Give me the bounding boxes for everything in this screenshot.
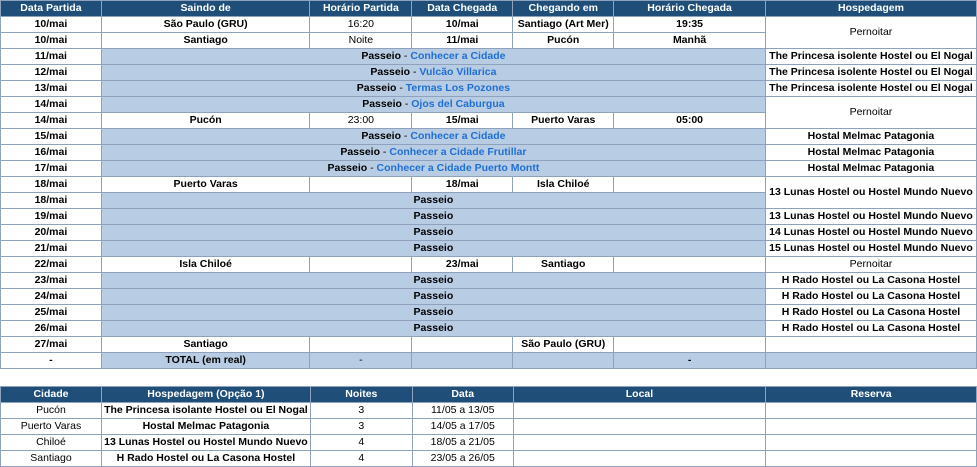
cell-saindo-de[interactable]: Isla Chiloé [101,257,310,273]
cell-passeio[interactable] [101,65,765,81]
passeio-label: Passeio [413,226,454,238]
cell-hospedagem-opcao[interactable]: Hostal Melmac Patagonia [101,419,310,435]
summary-row [1,403,977,419]
cell-data-partida[interactable]: 27/mai [1,337,102,353]
cell-hospedagem[interactable]: Hostal Melmac Patagonia [765,161,976,177]
cell-horario-partida[interactable]: - [310,353,412,369]
cell-hospedagem[interactable]: H Rado Hostel ou La Casona Hostel [765,305,976,321]
cell-data-partida[interactable]: 10/mai [1,33,102,49]
cell-data-partida[interactable]: 24/mai [1,289,102,305]
cell-horario-chegada[interactable]: Manhã [614,33,766,49]
cell-reserva[interactable] [766,419,977,435]
itinerary-row [1,289,977,305]
passeio-label: Passeio [413,210,454,222]
itinerary-row [1,209,977,225]
cell-passeio[interactable] [101,241,765,257]
itinerary-row [1,353,977,369]
cell-hospedagem[interactable]: Pernoitar [765,257,976,273]
cell-horario-partida[interactable]: Noite [310,33,412,49]
cell-passeio[interactable] [101,225,765,241]
header-saindo-de[interactable]: Saindo de [101,1,310,17]
cell-local[interactable] [513,403,766,419]
cell-hospedagem[interactable]: Hostal Melmac Patagonia [765,145,976,161]
cell-reserva[interactable] [766,451,977,467]
cell-data[interactable]: 18/05 a 21/05 [412,435,513,451]
cell-passeio[interactable] [101,289,765,305]
cell-saindo-de[interactable]: Pucón [101,113,310,129]
cell-data-partida[interactable]: 18/mai [1,193,102,209]
cell-data-partida[interactable]: 10/mai [1,17,102,33]
cell-reserva[interactable] [766,435,977,451]
cell-horario-partida[interactable]: 16:20 [310,17,412,33]
cell-hospedagem[interactable]: 14 Lunas Hostel ou Hostel Mundo Nuevo [765,225,976,241]
summary-header-row [1,387,977,403]
itinerary-row [1,129,977,145]
header-data-partida[interactable]: Data Partida [1,1,102,17]
itinerary-row [1,257,977,273]
cell-reserva[interactable] [766,403,977,419]
cell-noites[interactable]: 4 [310,451,412,467]
cell-data-partida[interactable]: 18/mai [1,177,102,193]
cell-hospedagem[interactable]: H Rado Hostel ou La Casona Hostel [765,321,976,337]
itinerary-row [1,161,977,177]
header-noites[interactable]: Noites [310,387,412,403]
cell-saindo-de[interactable]: TOTAL (em real) [101,353,310,369]
passeio-label: Passeio [413,194,454,206]
cell-passeio[interactable] [101,273,765,289]
cell-cidade[interactable]: Chiloé [1,435,102,451]
cell-horario-chegada[interactable] [614,257,766,273]
passeio-destination[interactable]: Conhecer a Cidade [410,50,506,62]
cell-data-partida[interactable]: 23/mai [1,273,102,289]
cell-horario-chegada[interactable] [614,177,766,193]
cell-hospedagem[interactable]: The Princesa isolente Hostel ou El Nogal [765,65,976,81]
cell-data-partida[interactable]: 13/mai [1,81,102,97]
itinerary-row [1,177,977,193]
cell-passeio[interactable] [101,81,765,97]
passeio-label: Passeio [413,242,454,254]
cell-passeio[interactable] [101,97,765,113]
cell-saindo-de[interactable]: Puerto Varas [101,177,310,193]
passeio-label: Passeio [413,322,454,334]
cell-data-partida[interactable]: 14/mai [1,113,102,129]
cell-hospedagem-opcao[interactable]: The Princesa isolante Hostel ou El Nogal [101,403,310,419]
cell-data-chegada[interactable] [412,353,513,369]
header-data[interactable]: Data [412,387,513,403]
cell-chegando-em[interactable]: Santiago (Art Mer) [513,17,614,33]
cell-horario-partida[interactable] [310,337,412,353]
cell-passeio[interactable] [101,161,765,177]
cell-passeio[interactable] [101,305,765,321]
passeio-destination[interactable]: Conhecer a Cidade Puerto Montt [376,162,540,174]
cell-data-partida[interactable]: 15/mai [1,129,102,145]
summary-row [1,451,977,467]
cell-data-partida[interactable]: 19/mai [1,209,102,225]
cell-data-chegada[interactable]: 18/mai [412,177,513,193]
itinerary-row [1,65,977,81]
cell-data-partida[interactable]: 12/mai [1,65,102,81]
cell-hospedagem[interactable]: The Princesa isolente Hostel ou El Nogal [765,49,976,65]
itinerary-row [1,225,977,241]
header-data-chegada[interactable]: Data Chegada [412,1,513,17]
passeio-destination[interactable]: Vulcão Villarica [419,66,497,78]
passeio-separator: - [401,98,412,110]
cell-data[interactable]: 11/05 a 13/05 [412,403,513,419]
cell-chegando-em[interactable]: Isla Chiloé [513,177,614,193]
cell-noites[interactable]: 4 [310,435,412,451]
cell-horario-chegada[interactable]: - [614,353,766,369]
cell-cidade[interactable]: Santiago [1,451,102,467]
summary-row [1,435,977,451]
passeio-label: Passeio [370,66,411,78]
cell-passeio[interactable] [101,193,765,209]
cell-hospedagem[interactable]: Pernoitar [765,97,976,129]
cell-horario-chegada[interactable]: 19:35 [614,17,766,33]
cell-data[interactable]: 14/05 a 17/05 [412,419,513,435]
cell-hospedagem[interactable]: Hostal Melmac Patagonia [765,129,976,145]
header-reserva[interactable]: Reserva [766,387,977,403]
cell-cidade[interactable]: Puerto Varas [1,419,102,435]
cell-data-partida[interactable]: - [1,353,102,369]
itinerary-row [1,305,977,321]
cell-horario-chegada[interactable] [614,337,766,353]
itinerary-row [1,241,977,257]
cell-horario-partida[interactable] [310,177,412,193]
cell-passeio[interactable] [101,321,765,337]
cell-data-partida[interactable]: 22/mai [1,257,102,273]
cell-hospedagem-opcao[interactable]: 13 Lunas Hostel ou Hostel Mundo Nuevo [101,435,310,451]
cell-data-partida[interactable]: 20/mai [1,225,102,241]
cell-hospedagem[interactable]: 13 Lunas Hostel ou Hostel Mundo Nuevo [765,209,976,225]
itinerary-row [1,17,977,33]
cell-hospedagem[interactable]: H Rado Hostel ou La Casona Hostel [765,289,976,305]
itinerary-row [1,273,977,289]
cell-saindo-de[interactable]: Santiago [101,337,310,353]
cell-passeio[interactable] [101,129,765,145]
cell-data-chegada[interactable]: 23/mai [412,257,513,273]
cell-hospedagem[interactable]: H Rado Hostel ou La Casona Hostel [765,273,976,289]
passeio-label: Passeio [327,162,368,174]
passeio-label: Passeio [340,146,381,158]
cell-data-partida[interactable]: 14/mai [1,97,102,113]
passeio-destination[interactable]: Ojos del Caburgua [411,98,505,110]
cell-data-partida[interactable]: 16/mai [1,145,102,161]
passeio-label: Passeio [362,98,402,110]
cell-noites[interactable]: 3 [310,403,412,419]
itinerary-row [1,49,977,65]
passeio-label: Passeio [413,290,454,302]
cell-hospedagem[interactable]: 13 Lunas Hostel ou Hostel Mundo Nuevo [765,177,976,209]
passeio-separator: - [401,50,411,62]
cell-hospedagem[interactable]: Pernoitar [765,17,976,49]
passeio-label: Passeio [361,130,402,142]
passeio-separator: - [367,162,377,174]
cell-horario-chegada[interactable]: 05:00 [614,113,766,129]
cell-local[interactable] [513,451,766,467]
cell-horario-partida[interactable]: 23:00 [310,113,412,129]
cell-data-partida[interactable]: 26/mai [1,321,102,337]
cell-hospedagem[interactable]: The Princesa isolente Hostel ou El Nogal [765,81,976,97]
header-local[interactable]: Local [513,387,766,403]
cell-hospedagem[interactable] [765,337,976,353]
cell-data-partida[interactable]: 25/mai [1,305,102,321]
itinerary-header-row [1,1,977,17]
passeio-label: Passeio [356,82,397,94]
cell-chegando-em[interactable] [513,353,614,369]
summary-row [1,419,977,435]
cell-cidade[interactable]: Pucón [1,403,102,419]
cell-local[interactable] [513,435,766,451]
header-horario-chegada[interactable]: Horário Chegada [614,1,766,17]
cell-data-chegada[interactable]: 15/mai [412,113,513,129]
cell-local[interactable] [513,419,766,435]
header-horario-partida[interactable]: Horário Partida [310,1,412,17]
passeio-separator: - [396,82,406,94]
header-chegando-em[interactable]: Chegando em [513,1,614,17]
itinerary-row [1,81,977,97]
cell-chegando-em[interactable]: Pucón [513,33,614,49]
cell-data-chegada[interactable]: 10/mai [412,17,513,33]
itinerary-row [1,337,977,353]
cell-data-partida[interactable]: 21/mai [1,241,102,257]
cell-data[interactable]: 23/05 a 26/05 [412,451,513,467]
cell-data-chegada[interactable]: 11/mai [412,33,513,49]
passeio-destination[interactable]: Termas Los Pozones [405,82,511,94]
passeio-destination[interactable]: Conhecer a Cidade [410,130,506,142]
cell-saindo-de[interactable]: São Paulo (GRU) [101,17,310,33]
passeio-label: Passeio [413,306,454,318]
passeio-separator: - [401,130,411,142]
cell-chegando-em[interactable]: São Paulo (GRU) [513,337,614,353]
cell-passeio[interactable] [101,49,765,65]
cell-chegando-em[interactable]: Santiago [513,257,614,273]
cell-passeio[interactable] [101,209,765,225]
passeio-label: Passeio [361,50,402,62]
cell-chegando-em[interactable]: Puerto Varas [513,113,614,129]
itinerary-row [1,145,977,161]
summary-table [0,386,977,467]
passeio-separator: - [380,146,390,158]
cell-data-chegada[interactable] [412,337,513,353]
cell-horario-partida[interactable] [310,257,412,273]
cell-saindo-de[interactable]: Santiago [101,33,310,49]
passeio-separator: - [410,66,420,78]
header-cidade[interactable]: Cidade [1,387,102,403]
header-hospedagem-opcao[interactable]: Hospedagem (Opção 1) [101,387,310,403]
cell-passeio[interactable] [101,145,765,161]
header-hospedagem[interactable]: Hospedagem [765,1,976,17]
passeio-destination[interactable]: Conhecer a Cidade Frutillar [389,146,527,158]
cell-hospedagem[interactable]: 15 Lunas Hostel ou Hostel Mundo Nuevo [765,241,976,257]
cell-hospedagem-opcao[interactable]: H Rado Hostel ou La Casona Hostel [101,451,310,467]
cell-noites[interactable]: 3 [310,419,412,435]
passeio-label: Passeio [413,274,454,286]
cell-data-partida[interactable]: 17/mai [1,161,102,177]
cell-data-partida[interactable]: 11/mai [1,49,102,65]
itinerary-row [1,97,977,113]
itinerary-row [1,321,977,337]
cell-hospedagem[interactable] [765,353,976,369]
